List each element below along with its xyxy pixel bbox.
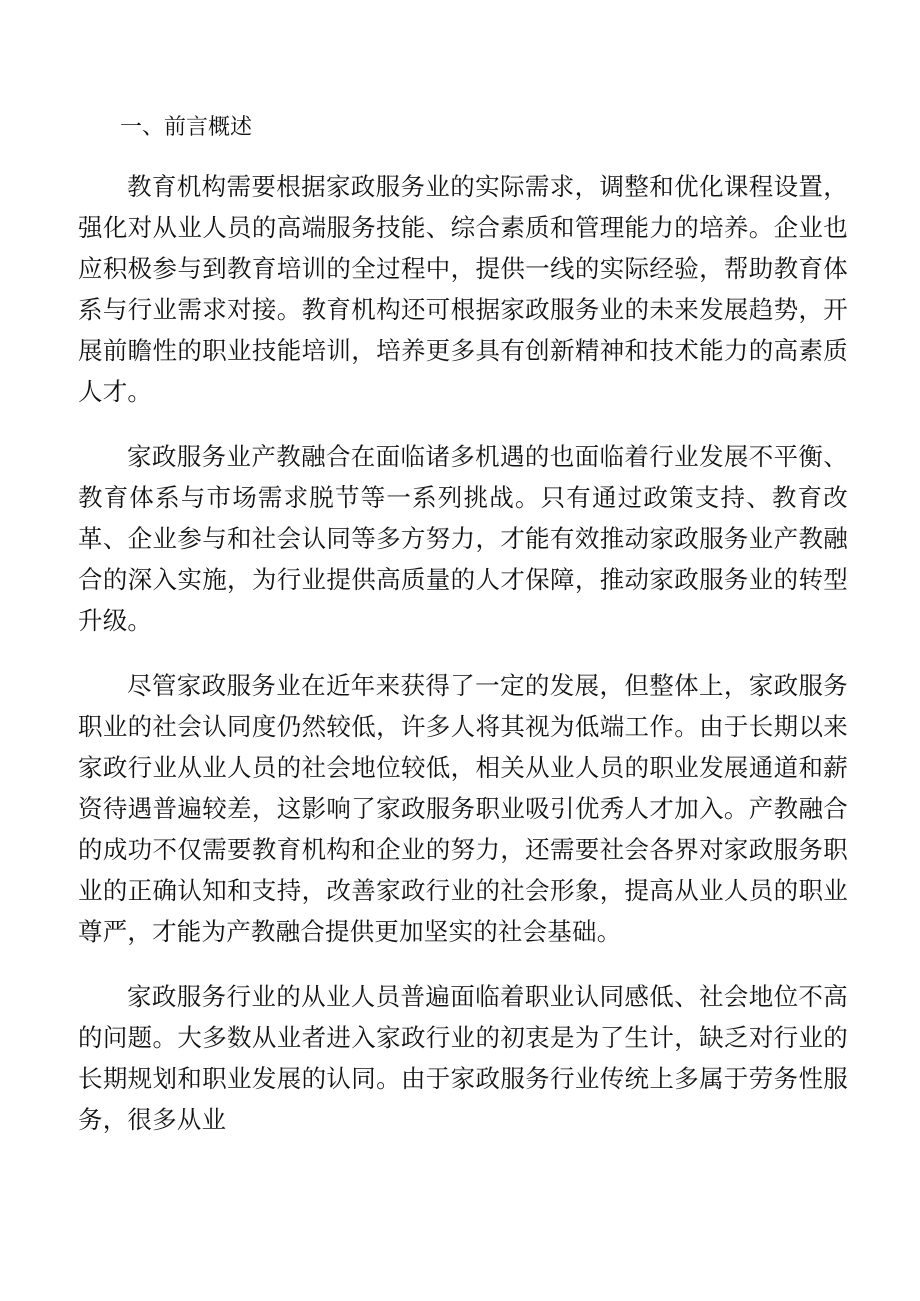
paragraph-3: 尽管家政服务业在近年来获得了一定的发展，但整体上，家政服务职业的社会认同度仍然较低，许多人将其视为低端工作。由于长期以来家政行业从业人员的社会地位较低，相关从业人员的职业发展通道和薪资待遇普遍较差，这影响了家政服务职业吸引优秀人才加入。产教融合的成功不仅需要教育机构和企业的努力，还需要社会各界对家政服务职业的正确认知和支持，改善家政行业的社会形象，提高从业人员的职业尊严，才能为产教融合提供更加坚实的社会基础。 [78, 671, 848, 946]
paragraph-1: 教育机构需要根据家政服务业的实际需求，调整和优化课程设置，强化对从业人员的高端服务技能、综合素质和管理能力的培养。企业也应积极参与到教育培训的全过程中，提供一线的实际经验，帮助教育体系与行业需求对接。教育机构还可根据家政服务业的未来发展趋势，开展前瞻性的职业技能培训，培养更多具有创新精神和技术能力的高素质人才。 [78, 172, 848, 406]
document-body [78, 166, 848, 1140]
section-heading: 一、前言概述 [120, 115, 253, 140]
paragraph-2: 家政服务业产教融合在面临诸多机遇的也面临着行业发展不平衡、教育体系与市场需求脱节等一系列挑战。只有通过政策支持、教育改革、企业参与和社会认同等多方努力，才能有效推动家政服务业产教融合的深入实施，为行业提供高质量的人才保障，推动家政服务业的转型升级。 [78, 442, 848, 635]
paragraph-4: 家政服务行业的从业人员普遍面临着职业认同感低、社会地位不高的问题。大多数从业者进入家政行业的初衷是为了生计，缺乏对行业的长期规划和职业发展的认同。由于家政服务行业传统上多属于劳务性服务，很多从业 [78, 982, 848, 1134]
